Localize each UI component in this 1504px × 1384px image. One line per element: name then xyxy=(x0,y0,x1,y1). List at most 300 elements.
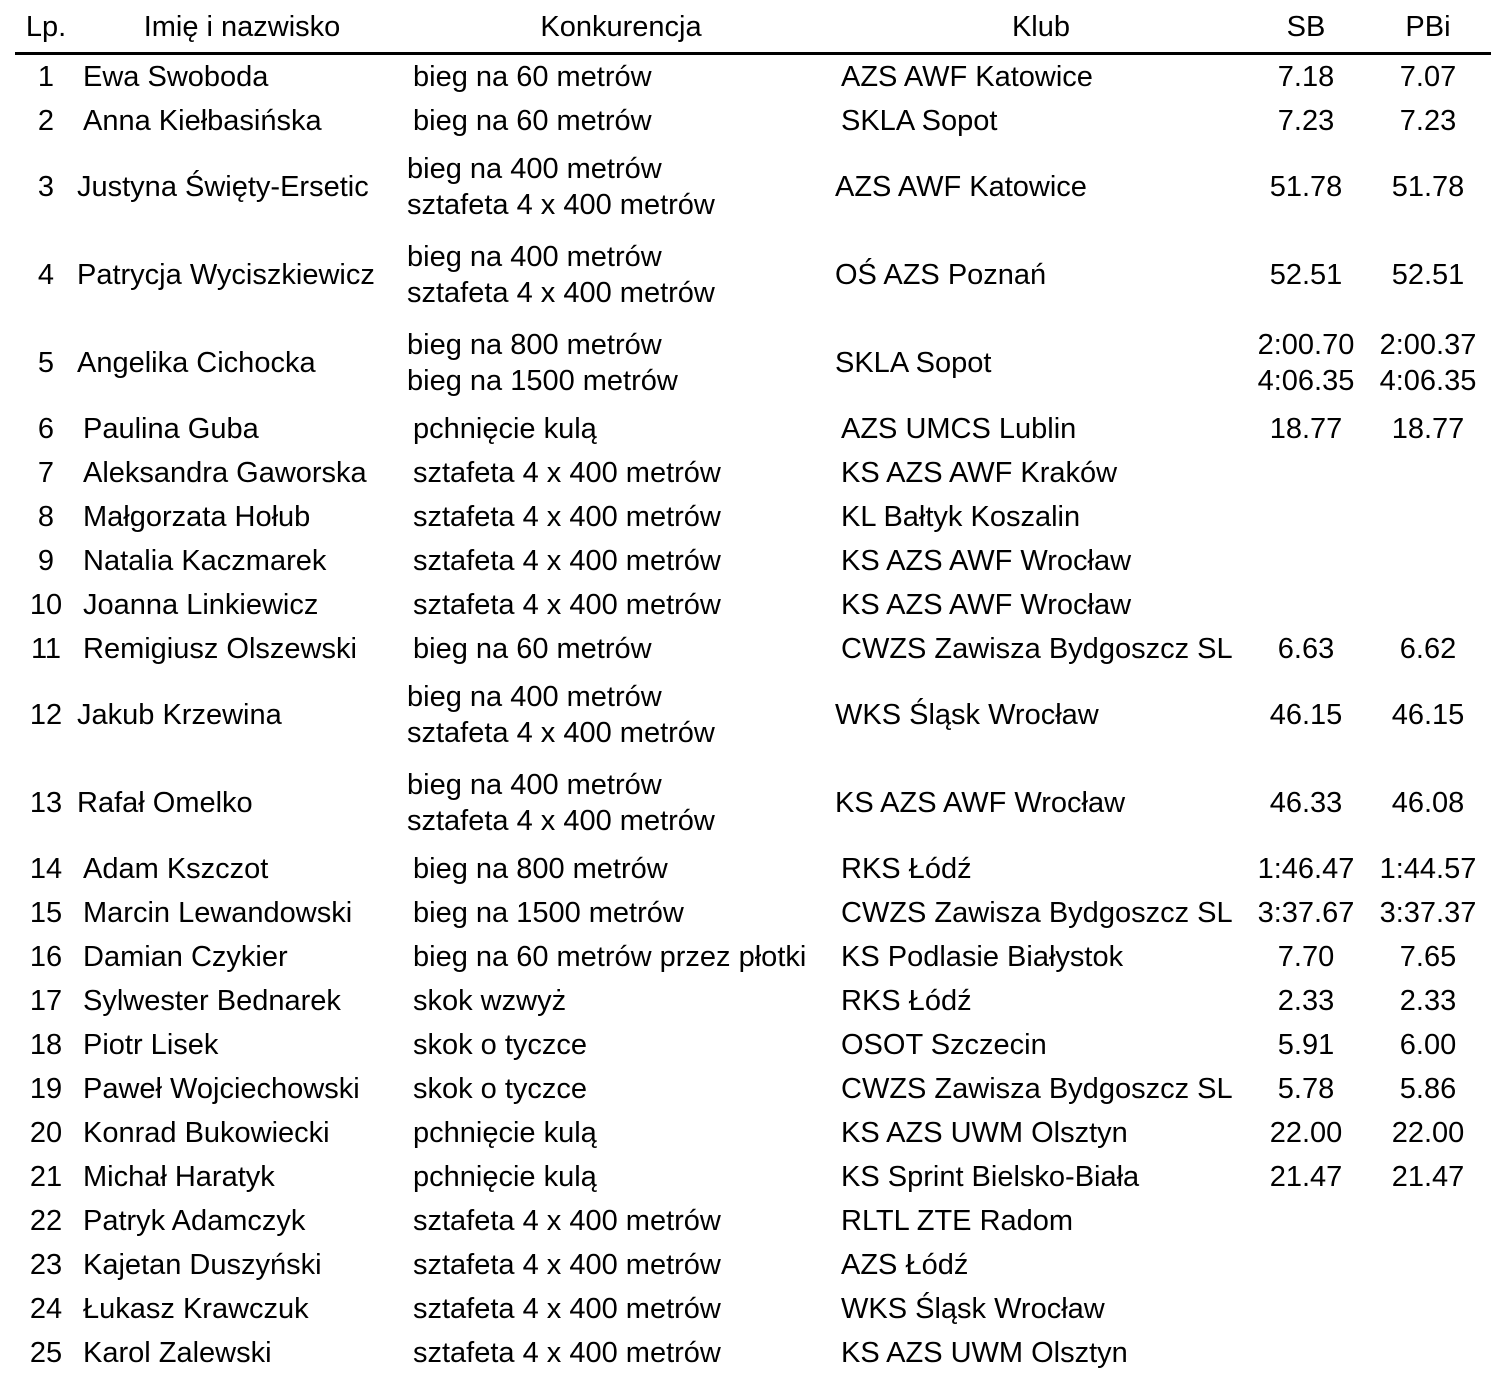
pbi-cell xyxy=(1365,891,1491,935)
lp-value: 24 xyxy=(29,1293,63,1325)
pbi-value: 3:37.37 xyxy=(1379,897,1477,929)
club-name: RKS Łódź xyxy=(841,985,972,1017)
club-name: CWZS Zawisza Bydgoszcz SL xyxy=(841,633,1233,665)
pbi-cell xyxy=(1365,935,1491,979)
club-name: WKS Śląsk Wrocław xyxy=(835,699,1099,731)
table-row xyxy=(15,935,1491,979)
club-cell xyxy=(835,759,1247,847)
athlete-name: Konrad Bukowiecki xyxy=(83,1117,330,1149)
event-line: bieg na 400 metrów xyxy=(407,681,662,713)
club-cell xyxy=(835,231,1247,319)
pbi-value: 46.08 xyxy=(1391,787,1465,819)
club-cell xyxy=(835,627,1247,671)
name-cell xyxy=(77,583,407,627)
sb-cell xyxy=(1247,495,1365,539)
club-name: KS AZS AWF Wrocław xyxy=(835,787,1126,819)
pbi-cell xyxy=(1365,759,1491,847)
club-name: KS AZS UWM Olsztyn xyxy=(841,1117,1128,1149)
sb-value: 7.23 xyxy=(1277,105,1335,137)
name-cell xyxy=(77,231,407,319)
name-cell xyxy=(77,759,407,847)
sb-cell xyxy=(1247,1155,1365,1199)
name-cell xyxy=(77,891,407,935)
name-cell xyxy=(77,99,407,143)
event-cell xyxy=(407,671,835,759)
sb-value: 4:06.35 xyxy=(1257,365,1355,397)
pbi-value: 7.65 xyxy=(1399,941,1457,973)
table-body xyxy=(15,54,1491,1376)
event-line: bieg na 1500 metrów xyxy=(413,897,684,929)
table-row xyxy=(15,143,1491,231)
club-cell xyxy=(835,671,1247,759)
pbi-cell xyxy=(1365,451,1491,495)
sb-value: 18.77 xyxy=(1269,413,1343,445)
table-row xyxy=(15,99,1491,143)
sb-cell xyxy=(1247,319,1365,407)
table-row xyxy=(15,1155,1491,1199)
table-row xyxy=(15,495,1491,539)
lp-value: 11 xyxy=(30,633,62,665)
event-line: sztafeta 4 x 400 metrów xyxy=(413,501,721,533)
lp-cell xyxy=(15,1199,77,1243)
club-name: KS AZS AWF Wrocław xyxy=(841,545,1132,577)
event-line: bieg na 60 metrów xyxy=(413,61,652,93)
event-line: sztafeta 4 x 400 metrów xyxy=(413,1337,721,1369)
club-name: KS Sprint Bielsko-Biała xyxy=(841,1161,1140,1193)
event-cell xyxy=(407,1199,835,1243)
pbi-cell xyxy=(1365,231,1491,319)
name-cell xyxy=(77,847,407,891)
event-line: skok o tyczce xyxy=(413,1029,588,1061)
table-row xyxy=(15,231,1491,319)
pbi-cell xyxy=(1365,627,1491,671)
event-line: sztafeta 4 x 400 metrów xyxy=(413,1249,721,1281)
lp-value: 15 xyxy=(29,897,63,929)
lp-value: 3 xyxy=(37,171,55,203)
lp-value: 5 xyxy=(37,347,55,379)
pbi-value: 22.00 xyxy=(1391,1117,1465,1149)
event-cell xyxy=(407,231,835,319)
athlete-name: Karol Zalewski xyxy=(83,1337,272,1369)
event-line: bieg na 60 metrów xyxy=(413,105,652,137)
sb-value: 22.00 xyxy=(1269,1117,1343,1149)
pbi-cell xyxy=(1365,319,1491,407)
lp-value: 8 xyxy=(37,501,55,533)
pbi-cell xyxy=(1365,1155,1491,1199)
event-cell xyxy=(407,847,835,891)
lp-value: 17 xyxy=(29,985,63,1017)
lp-cell xyxy=(15,627,77,671)
event-line: sztafeta 4 x 400 metrów xyxy=(413,1205,721,1237)
event-line: bieg na 800 metrów xyxy=(407,329,662,361)
sb-cell xyxy=(1247,979,1365,1023)
club-name: KS Podlasie Białystok xyxy=(841,941,1124,973)
sb-value: 1:46.47 xyxy=(1257,853,1355,885)
lp-cell xyxy=(15,231,77,319)
event-line: bieg na 400 metrów xyxy=(407,241,662,273)
sb-cell xyxy=(1247,1023,1365,1067)
club-name: CWZS Zawisza Bydgoszcz SL xyxy=(841,1073,1233,1105)
athlete-name: Paulina Guba xyxy=(83,413,259,445)
sb-value: 51.78 xyxy=(1269,171,1343,203)
lp-value: 20 xyxy=(29,1117,63,1149)
lp-value: 16 xyxy=(29,941,63,973)
sb-cell xyxy=(1247,451,1365,495)
athlete-name: Patrycja Wyciszkiewicz xyxy=(77,259,375,291)
table-row xyxy=(15,1023,1491,1067)
club-cell xyxy=(835,891,1247,935)
event-line: sztafeta 4 x 400 metrów xyxy=(407,805,715,837)
pbi-cell xyxy=(1365,143,1491,231)
lp-cell xyxy=(15,583,77,627)
lp-cell xyxy=(15,54,77,100)
lp-value: 21 xyxy=(29,1161,63,1193)
event-line: pchnięcie kulą xyxy=(413,1161,597,1193)
athlete-name: Joanna Linkiewicz xyxy=(83,589,319,621)
event-cell xyxy=(407,143,835,231)
athlete-name: Kajetan Duszyński xyxy=(83,1249,322,1281)
pbi-cell xyxy=(1365,583,1491,627)
athlete-name: Michał Haratyk xyxy=(83,1161,275,1193)
name-cell xyxy=(77,935,407,979)
club-name: CWZS Zawisza Bydgoszcz SL xyxy=(841,897,1233,929)
event-cell xyxy=(407,1023,835,1067)
pbi-cell xyxy=(1365,1067,1491,1111)
lp-cell xyxy=(15,1155,77,1199)
pbi-value: 7.23 xyxy=(1399,105,1457,137)
club-cell xyxy=(835,1287,1247,1331)
sb-cell xyxy=(1247,539,1365,583)
pbi-cell xyxy=(1365,539,1491,583)
pbi-cell xyxy=(1365,1331,1491,1375)
table-row xyxy=(15,1111,1491,1155)
pbi-cell xyxy=(1365,407,1491,451)
pbi-cell xyxy=(1365,54,1491,100)
table-row xyxy=(15,539,1491,583)
sb-cell xyxy=(1247,671,1365,759)
club-cell xyxy=(835,143,1247,231)
lp-cell xyxy=(15,671,77,759)
club-cell xyxy=(835,1067,1247,1111)
header-row xyxy=(15,0,1491,54)
lp-cell xyxy=(15,847,77,891)
athlete-name: Marcin Lewandowski xyxy=(83,897,353,929)
lp-cell xyxy=(15,319,77,407)
table-row xyxy=(15,891,1491,935)
table-row xyxy=(15,319,1491,407)
club-cell xyxy=(835,1155,1247,1199)
club-name: OŚ AZS Poznań xyxy=(835,259,1047,291)
club-name: KS AZS AWF Wrocław xyxy=(841,589,1132,621)
table-row xyxy=(15,627,1491,671)
club-name: WKS Śląsk Wrocław xyxy=(841,1293,1105,1325)
lp-cell xyxy=(15,891,77,935)
event-line: sztafeta 4 x 400 metrów xyxy=(407,189,715,221)
lp-cell xyxy=(15,407,77,451)
sb-cell xyxy=(1247,1243,1365,1287)
club-cell xyxy=(835,979,1247,1023)
table-row xyxy=(15,1199,1491,1243)
sb-value: 6.63 xyxy=(1277,633,1335,665)
pbi-value: 46.15 xyxy=(1391,699,1465,731)
lp-value: 19 xyxy=(29,1073,63,1105)
lp-value: 1 xyxy=(37,61,55,93)
sb-value: 21.47 xyxy=(1269,1161,1343,1193)
athlete-name: Angelika Cichocka xyxy=(77,347,316,379)
name-cell xyxy=(77,1287,407,1331)
sb-value: 5.78 xyxy=(1277,1073,1335,1105)
lp-cell xyxy=(15,935,77,979)
lp-cell xyxy=(15,539,77,583)
lp-cell xyxy=(15,495,77,539)
event-cell xyxy=(407,99,835,143)
table-row xyxy=(15,1331,1491,1375)
name-cell xyxy=(77,1023,407,1067)
table-row xyxy=(15,671,1491,759)
name-cell xyxy=(77,495,407,539)
athlete-name: Sylwester Bednarek xyxy=(83,985,341,1017)
event-line: sztafeta 4 x 400 metrów xyxy=(413,589,721,621)
pbi-value: 52.51 xyxy=(1391,259,1465,291)
club-name: OSOT Szczecin xyxy=(841,1029,1047,1061)
pbi-cell xyxy=(1365,1199,1491,1243)
event-line: sztafeta 4 x 400 metrów xyxy=(413,457,721,489)
pbi-value: 6.62 xyxy=(1399,633,1457,665)
event-line: sztafeta 4 x 400 metrów xyxy=(407,277,715,309)
event-cell xyxy=(407,1243,835,1287)
athlete-name: Patryk Adamczyk xyxy=(83,1205,306,1237)
event-line: skok wzwyż xyxy=(413,985,567,1017)
event-cell xyxy=(407,891,835,935)
sb-value: 2:00.70 xyxy=(1257,329,1355,361)
col-header-pbi: PBi xyxy=(1365,0,1491,54)
pbi-cell xyxy=(1365,847,1491,891)
club-cell xyxy=(835,407,1247,451)
pbi-value: 6.00 xyxy=(1399,1029,1457,1061)
col-header-lp: Lp. xyxy=(15,0,77,54)
sb-value: 46.15 xyxy=(1269,699,1343,731)
lp-value: 7 xyxy=(37,457,55,489)
event-line: bieg na 800 metrów xyxy=(413,853,668,885)
sb-cell xyxy=(1247,1111,1365,1155)
results-table xyxy=(15,0,1491,1375)
club-name: KS AZS AWF Kraków xyxy=(841,457,1118,489)
event-line: bieg na 400 metrów xyxy=(407,769,662,801)
lp-cell xyxy=(15,759,77,847)
event-line: skok o tyczce xyxy=(413,1073,588,1105)
club-cell xyxy=(835,1331,1247,1375)
sb-value: 2.33 xyxy=(1277,985,1335,1017)
club-cell xyxy=(835,451,1247,495)
table-row xyxy=(15,979,1491,1023)
sb-cell xyxy=(1247,1067,1365,1111)
sb-cell xyxy=(1247,143,1365,231)
table-row xyxy=(15,847,1491,891)
name-cell xyxy=(77,1199,407,1243)
club-name: RLTL ZTE Radom xyxy=(841,1205,1074,1237)
pbi-value: 21.47 xyxy=(1391,1161,1465,1193)
table-row xyxy=(15,1287,1491,1331)
event-cell xyxy=(407,407,835,451)
pbi-value: 5.86 xyxy=(1399,1073,1457,1105)
name-cell xyxy=(77,671,407,759)
sb-cell xyxy=(1247,99,1365,143)
name-cell xyxy=(77,1111,407,1155)
pbi-cell xyxy=(1365,979,1491,1023)
pbi-cell xyxy=(1365,1023,1491,1067)
col-header-club: Klub xyxy=(835,0,1247,54)
event-cell xyxy=(407,627,835,671)
club-name: AZS AWF Katowice xyxy=(835,171,1087,203)
club-cell xyxy=(835,54,1247,100)
lp-cell xyxy=(15,1287,77,1331)
pbi-cell xyxy=(1365,495,1491,539)
event-cell xyxy=(407,1331,835,1375)
lp-value: 14 xyxy=(29,853,63,885)
club-cell xyxy=(835,539,1247,583)
event-line: pchnięcie kulą xyxy=(413,413,597,445)
club-cell xyxy=(835,1111,1247,1155)
sb-value: 3:37.67 xyxy=(1257,897,1355,929)
event-cell xyxy=(407,1155,835,1199)
table-row xyxy=(15,54,1491,100)
table-row xyxy=(15,1067,1491,1111)
lp-cell xyxy=(15,979,77,1023)
lp-cell xyxy=(15,1067,77,1111)
athlete-name: Jakub Krzewina xyxy=(77,699,282,731)
name-cell xyxy=(77,1243,407,1287)
name-cell xyxy=(77,451,407,495)
club-name: AZS Łódź xyxy=(841,1249,969,1281)
athlete-name: Natalia Kaczmarek xyxy=(83,545,327,577)
table-row xyxy=(15,407,1491,451)
sb-value: 7.18 xyxy=(1277,61,1335,93)
sb-cell xyxy=(1247,54,1365,100)
event-cell xyxy=(407,935,835,979)
club-cell xyxy=(835,583,1247,627)
lp-value: 12 xyxy=(29,699,63,731)
pbi-cell xyxy=(1365,671,1491,759)
club-name: AZS UMCS Lublin xyxy=(841,413,1077,445)
lp-cell xyxy=(15,1023,77,1067)
table-row xyxy=(15,1243,1491,1287)
event-cell xyxy=(407,54,835,100)
table-row xyxy=(15,759,1491,847)
athlete-name: Justyna Święty-Ersetic xyxy=(77,171,369,203)
event-line: sztafeta 4 x 400 metrów xyxy=(413,545,721,577)
athlete-name: Łukasz Krawczuk xyxy=(83,1293,309,1325)
event-cell xyxy=(407,1067,835,1111)
name-cell xyxy=(77,319,407,407)
event-cell xyxy=(407,495,835,539)
lp-cell xyxy=(15,1243,77,1287)
lp-value: 18 xyxy=(29,1029,63,1061)
table-row xyxy=(15,583,1491,627)
club-name: AZS AWF Katowice xyxy=(841,61,1093,93)
name-cell xyxy=(77,1331,407,1375)
lp-value: 2 xyxy=(37,105,55,137)
sb-cell xyxy=(1247,847,1365,891)
pbi-value: 1:44.57 xyxy=(1379,853,1477,885)
event-cell xyxy=(407,539,835,583)
lp-value: 6 xyxy=(37,413,55,445)
event-line: bieg na 60 metrów xyxy=(413,633,652,665)
athlete-name: Anna Kiełbasińska xyxy=(83,105,322,137)
sb-value: 52.51 xyxy=(1269,259,1343,291)
sb-value: 5.91 xyxy=(1277,1029,1335,1061)
athlete-name: Aleksandra Gaworska xyxy=(83,457,367,489)
athlete-name: Damian Czykier xyxy=(83,941,288,973)
club-cell xyxy=(835,1199,1247,1243)
sb-cell xyxy=(1247,1287,1365,1331)
club-cell xyxy=(835,319,1247,407)
lp-value: 4 xyxy=(37,259,55,291)
lp-value: 10 xyxy=(29,589,63,621)
col-header-event: Konkurencja xyxy=(407,0,835,54)
table-row xyxy=(15,451,1491,495)
name-cell xyxy=(77,979,407,1023)
sb-cell xyxy=(1247,935,1365,979)
sb-cell xyxy=(1247,231,1365,319)
lp-cell xyxy=(15,451,77,495)
athlete-name: Ewa Swoboda xyxy=(83,61,269,93)
lp-value: 23 xyxy=(29,1249,63,1281)
club-cell xyxy=(835,1023,1247,1067)
lp-cell xyxy=(15,1331,77,1375)
club-cell xyxy=(835,495,1247,539)
pbi-value: 7.07 xyxy=(1399,61,1457,93)
athlete-name: Remigiusz Olszewski xyxy=(83,633,357,665)
event-line: bieg na 400 metrów xyxy=(407,153,662,185)
lp-value: 9 xyxy=(37,545,55,577)
sb-cell xyxy=(1247,627,1365,671)
athlete-name: Adam Kszczot xyxy=(83,853,269,885)
pbi-value: 4:06.35 xyxy=(1379,365,1477,397)
pbi-value: 2:00.37 xyxy=(1379,329,1477,361)
event-line: bieg na 1500 metrów xyxy=(407,365,678,397)
name-cell xyxy=(77,539,407,583)
club-cell xyxy=(835,847,1247,891)
pbi-value: 51.78 xyxy=(1391,171,1465,203)
col-header-sb: SB xyxy=(1247,0,1365,54)
pbi-value: 2.33 xyxy=(1399,985,1457,1017)
lp-value: 25 xyxy=(29,1337,63,1369)
lp-cell xyxy=(15,1111,77,1155)
name-cell xyxy=(77,143,407,231)
name-cell xyxy=(77,1067,407,1111)
athlete-name: Rafał Omelko xyxy=(77,787,253,819)
name-cell xyxy=(77,407,407,451)
lp-cell xyxy=(15,99,77,143)
event-line: bieg na 60 metrów przez płotki xyxy=(413,941,807,973)
sb-value: 7.70 xyxy=(1277,941,1335,973)
club-cell xyxy=(835,99,1247,143)
sb-cell xyxy=(1247,1199,1365,1243)
club-cell xyxy=(835,935,1247,979)
event-cell xyxy=(407,319,835,407)
event-cell xyxy=(407,583,835,627)
name-cell xyxy=(77,1155,407,1199)
event-line: sztafeta 4 x 400 metrów xyxy=(413,1293,721,1325)
club-name: RKS Łódź xyxy=(841,853,972,885)
club-name: KL Bałtyk Koszalin xyxy=(841,501,1081,533)
sb-cell xyxy=(1247,1331,1365,1375)
event-cell xyxy=(407,759,835,847)
event-cell xyxy=(407,979,835,1023)
pbi-cell xyxy=(1365,99,1491,143)
pbi-cell xyxy=(1365,1287,1491,1331)
pbi-value: 18.77 xyxy=(1391,413,1465,445)
